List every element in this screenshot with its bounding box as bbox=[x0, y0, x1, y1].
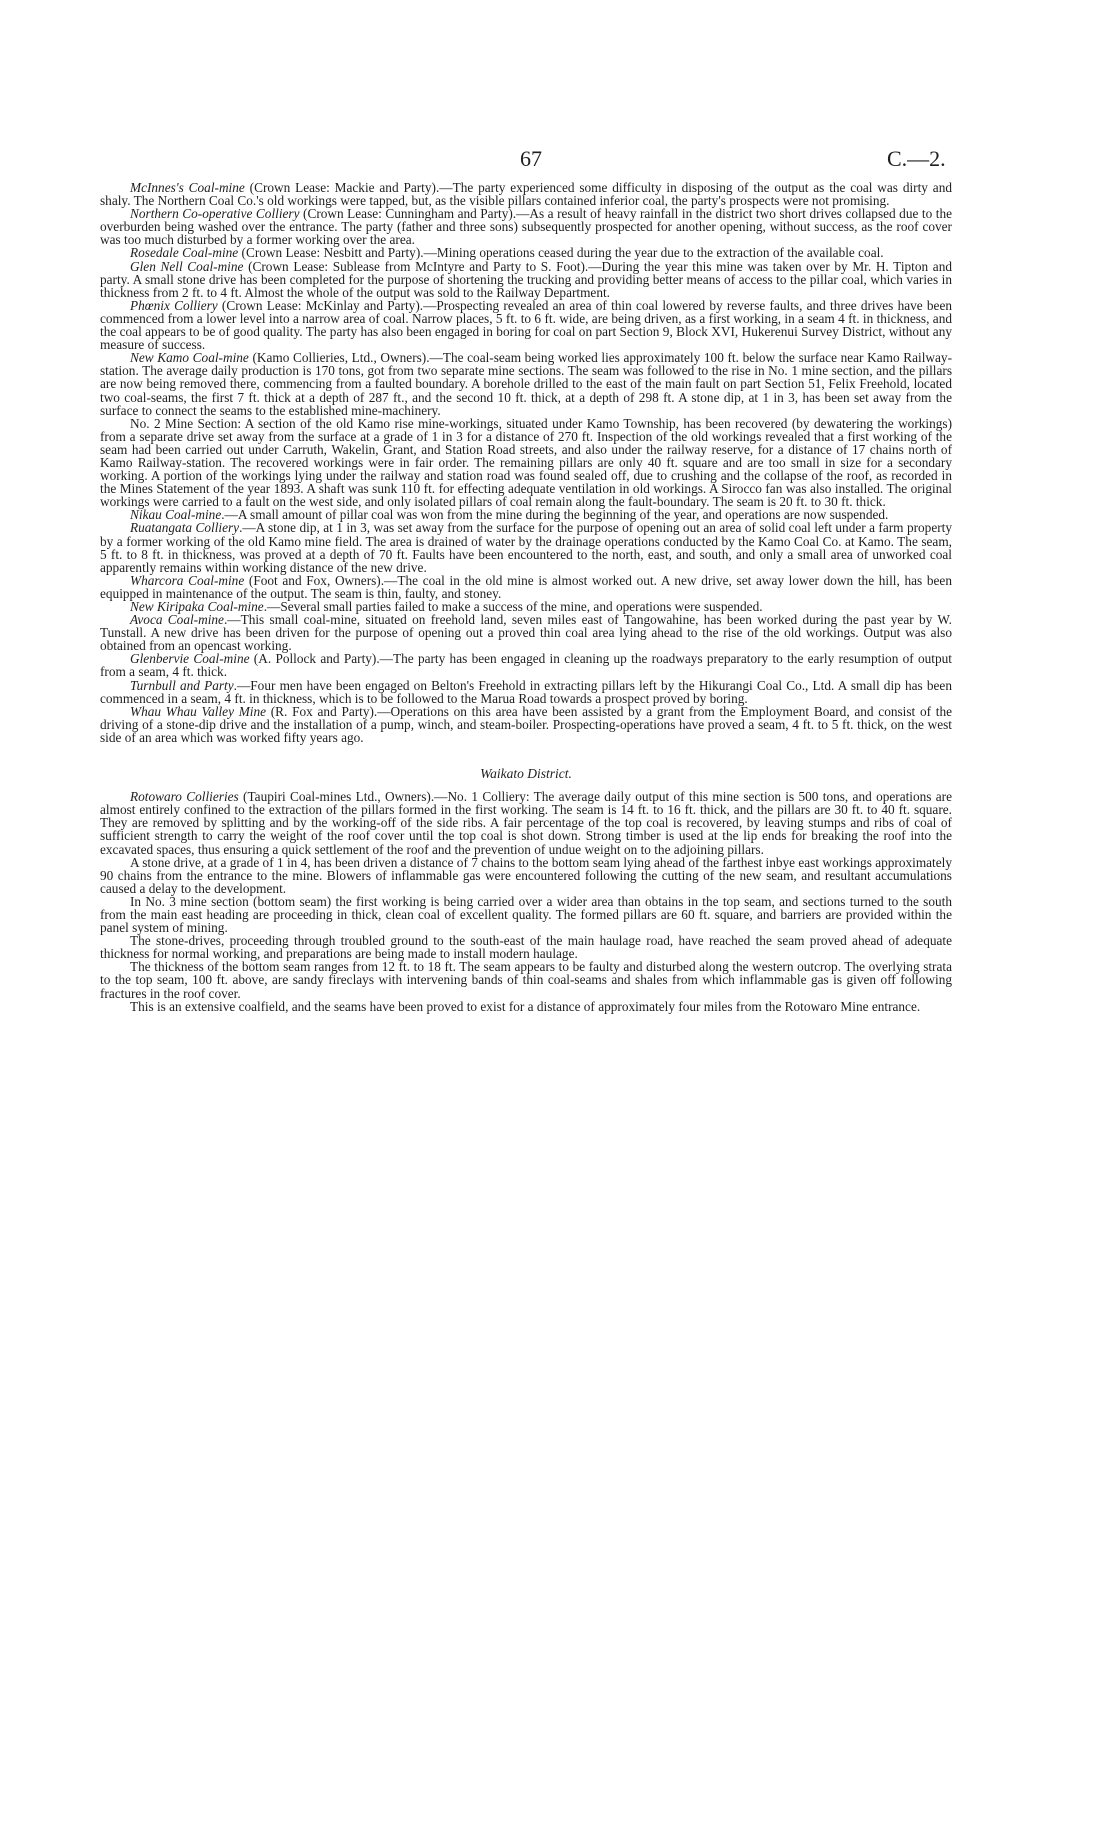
paragraph-title: Avoca Coal-mine bbox=[130, 612, 224, 628]
paragraph-title: New Kamo Coal-mine bbox=[130, 350, 249, 366]
page-header bbox=[0, 146, 1114, 176]
paragraph bbox=[100, 960, 952, 999]
paragraph-text: (Crown Lease: Nesbitt and Party).—Mining operations ceased during the year due to the extraction of the available coal. bbox=[238, 245, 884, 261]
paragraph bbox=[100, 1000, 952, 1013]
paragraph bbox=[100, 574, 952, 600]
paragraph-text: (Kamo Collieries, Ltd., Owners).—The coal-seam being worked lies approximately 100 ft. below the surface near Kamo Railway-station. The average daily production is 170 tons, got from two separate mine sections. The seam was followed to the rise in No. 1 mine section, and the pillars are now being removed there, commencing from a faulted boundary. A borehole drilled to the east of the main fault on part Section 51, Felix Freehold, located two coal-seams, the first 7 ft. thick at a depth of 287 ft., and the second 10 ft. thick, at a depth of 298 ft. A stone dip, at 1 in 3, has been set away from the surface to connect the seams to the established mine-machinery. bbox=[100, 350, 952, 418]
northland-mines-section bbox=[100, 181, 952, 744]
paragraph bbox=[100, 351, 952, 416]
paragraph-text: The stone-drives, proceeding through troubled ground to the south-east of the main haulage road, have reached the seam proved ahead of adequate thickness for normal working, and preparations are being made to install modern haulage. bbox=[100, 933, 952, 962]
paragraph-text: (Foot and Fox, Owners).—The coal in the old mine is almost worked out. A new drive, set away lower down the hill, has been equipped in maintenance of the output. The seam is thin, faulty, and stoney. bbox=[100, 572, 952, 601]
section-heading: Waikato District. bbox=[480, 766, 572, 782]
paragraph-title: McInnes's Coal-mine bbox=[130, 180, 245, 195]
paragraph-title: Northern Co-operative Colliery bbox=[130, 206, 300, 222]
paragraph-title: Turnbull and Party bbox=[130, 677, 234, 693]
paragraph bbox=[100, 934, 952, 960]
paragraph-text: (Crown Lease: Sublease from McIntyre and Party to S. Foot).—During the year this mine was taken over by Mr. H. Tipton and party. A small stone drive has been completed for the purpose of shortening the trucking and providing better means of access to the pillar coal, which varies in thickness from 2 ft. to 4 ft. Almost the whole of the output was sold to the Railway Department. bbox=[100, 258, 952, 300]
paragraph bbox=[100, 895, 952, 934]
paragraph bbox=[100, 652, 952, 678]
paragraph bbox=[100, 705, 952, 744]
paragraph-title: Glen Nell Coal-mine bbox=[130, 258, 244, 274]
paragraph-title: Wharcora Coal-mine bbox=[130, 572, 245, 588]
paragraph bbox=[100, 679, 952, 705]
paragraph-text: No. 2 Mine Section: A section of the old Kamo rise mine-workings, situated under Kamo Township, has been recovered (by dewatering the workings) from a separate drive set away from the surface at a grade of 1 in 3 for a distance of 270 ft. Inspection of the old workings revealed that a first working of the seam had been carried out under Carruth, Wakelin, Grant, and Station Road streets, and also under the railway reserve, for a distance of 17 chains north of Kamo Railway-station. The recovered workings were in fair order. The remaining pillars are only 40 ft. square and are too small in size for a secondary working. A portion of the workings lying under the railway and station road was found sealed off, due to crushing and the collapse of the roof, as recorded in the Mines Statement of the year 1893. A shaft was sunk 110 ft. for effecting adequate ventilation in old workings. A Sirocco fan was also installed. The original workings were carried to a fault on the west side, and only isolated pillars of coal remain along the fault-boundary. The seam is 20 ft. to 30 ft. thick. bbox=[100, 415, 952, 510]
paragraph bbox=[100, 790, 952, 855]
paragraph bbox=[100, 299, 952, 351]
paragraph-text: In No. 3 mine section (bottom seam) the first working is being carried over a wider area than obtains in the top seam, and sections turned to the south from the main east heading are proceeding in thick, clean coal of excellent quality. The formed pillars are 60 ft. square, and barriers are provided within the panel system of mining. bbox=[100, 893, 952, 936]
paragraph-text: .—A small amount of pillar coal was won from the mine during the beginning of the year, and operations are now suspended. bbox=[221, 507, 889, 523]
paragraph-text: A stone drive, at a grade of 1 in 4, has been driven a distance of 7 chains to the bottom seam lying ahead of the farthest inbye east workings approximately 90 chains from the entrance to the mine. Blowers of inflammable gas were encountered following the cutting of the new seam, and resultant accumulations caused a delay to the development. bbox=[100, 854, 952, 896]
paragraph bbox=[100, 613, 952, 652]
paragraph-text: (Crown Lease: McKinlay and Party).—Prospecting revealed an area of thin coal lowered by reverse faults, and three drives have been commenced from a lower level into a narrow area of coal. Narrow places, 5 ft. to 6 ft. wide, are being driven, as a first working, in a seam 4 ft. in thickness, and the coal appears to be of good quality. The party has also been engaged in boring for coal on part Section 9, Block XVI, Hukerenui Survey District, without any measure of success. bbox=[100, 297, 953, 353]
paragraph-title: Ruatangata Colliery bbox=[130, 520, 240, 536]
paragraph bbox=[100, 207, 952, 246]
paragraph-text: .—Four men have been engaged on Belton's Freehold in extracting pillars left by the Hikurangi Coal Co., Ltd. A small dip has been commenced in a seam, 4 ft. in thickness, which is to be followed to the Marua Road towards a prospect proved by boring. bbox=[100, 677, 952, 706]
paragraph-text: The thickness of the bottom seam ranges from 12 ft. to 18 ft. The seam appears to be faulty and disturbed along the western outcrop. The overlying strata to the top seam, 100 ft. above, are sandy fireclays with intervening bands of thin coal-seams and shales from which inflammable gas is given off following fractures in the roof cover. bbox=[100, 959, 952, 1001]
paragraph-title: Whau Whau Valley Mine bbox=[130, 703, 267, 719]
waikato-mines-section bbox=[100, 790, 952, 1013]
paragraph bbox=[100, 260, 952, 299]
paragraph bbox=[100, 181, 952, 207]
paragraph-text: (Crown Lease: Mackie and Party).—The party experienced some difficulty in disposing of the output as the coal was dirty and shaly. The Northern Coal Co.'s old workings were tapped, but, as the visible pillars contained inferior coal, the party's prospects were not promising. bbox=[100, 180, 952, 209]
paragraph-text: This is an extensive coalfield, and the seams have been proved to exist for a distance of approximately four miles from the Rotowaro Mine entrance. bbox=[130, 998, 921, 1014]
paragraph-title: Rosedale Coal-mine bbox=[130, 245, 239, 261]
paragraph-text: (Crown Lease: Cunningham and Party).—As a result of heavy rainfall in the district two short drives collapsed due to the overburden being washed over the entrance. The party (father and three sons) subsequently prospected for another opening, without success, as the roof cover was too much disturbed by a former working over the area. bbox=[100, 206, 952, 248]
paragraph-title: New Kiripaka Coal-mine bbox=[130, 599, 264, 614]
paragraph-title: Rotowaro Collieries bbox=[130, 789, 239, 805]
paragraph-text: (A. Pollock and Party).—The party has been engaged in cleaning up the roadways preparatory to the early resumption of output from a seam, 4 ft. thick. bbox=[100, 651, 952, 680]
paragraph-text: .—A stone dip, at 1 in 3, was set away from the surface for the purpose of opening out an area of solid coal left under a farm property by a former working of the old Kamo mine field. The area is drained of water by the drainage operations conducted by the Kamo Coal Co. at Kamo. The seam, 5 ft. to 8 ft. in thickness, was proved at a depth of 70 ft. Faults have been encountered to the north, east, and south, and only a small area of unworked coal apparently remains within working distance of the new drive. bbox=[100, 520, 952, 575]
page-number: 67 bbox=[520, 146, 542, 171]
paragraph bbox=[100, 521, 952, 573]
paragraph-text: (Taupiri Coal-mines Ltd., Owners).—No. 1 Colliery: The average daily output of this mine section is 500 tons, and operations are almost entirely confined to the extraction of the pillars formed in the first working. The seam is 14 ft. to 16 ft. thick, and the pillars are 30 ft. to 40 ft. square. They are removed by splitting and by the working-off of the side ribs. A fair percentage of the top coal is recovered, by leaving stumps and ribs of coal of sufficient strength to carry the weight of the roof cover until the top coal is shot down. Strong timber is used at the lip ends for breaking the roof into the excavated spaces, thus ensuring a quick settlement of the roof and the prevention of undue weight on to the adjoining pillars. bbox=[100, 789, 953, 857]
body-text bbox=[100, 181, 952, 1013]
paragraph-text: .—This small coal-mine, situated on freehold land, seven miles east of Tangowahine, has been worked during the past year by W. Tunstall. A new drive has been driven for the purpose of opening out a proved thin coal area lying ahead to the rise of the old workings. Output was also obtained from an opencast working. bbox=[100, 612, 952, 654]
paragraph bbox=[100, 417, 952, 509]
paragraph-title: Nikau Coal-mine bbox=[130, 507, 222, 523]
paragraph-text: (R. Fox and Party).—Operations on this area have been assisted by a grant from the Employment Board, and consist of the driving of a stone-dip drive and the installation of a pump, winch, and steam-boiler. Prospecting-operations have proved a seam, 4 ft. to 5 ft. thick, on the west side of an area which was worked fifty years ago. bbox=[100, 703, 952, 745]
paragraph-text: .—Several small parties failed to make a success of the mine, and operations were suspended. bbox=[263, 599, 763, 614]
paragraph-title: Glenbervie Coal-mine bbox=[130, 651, 250, 667]
paragraph bbox=[100, 856, 952, 895]
report-code: C.—2. bbox=[887, 146, 946, 171]
paragraph-title: Phœnix Colliery bbox=[130, 297, 218, 313]
